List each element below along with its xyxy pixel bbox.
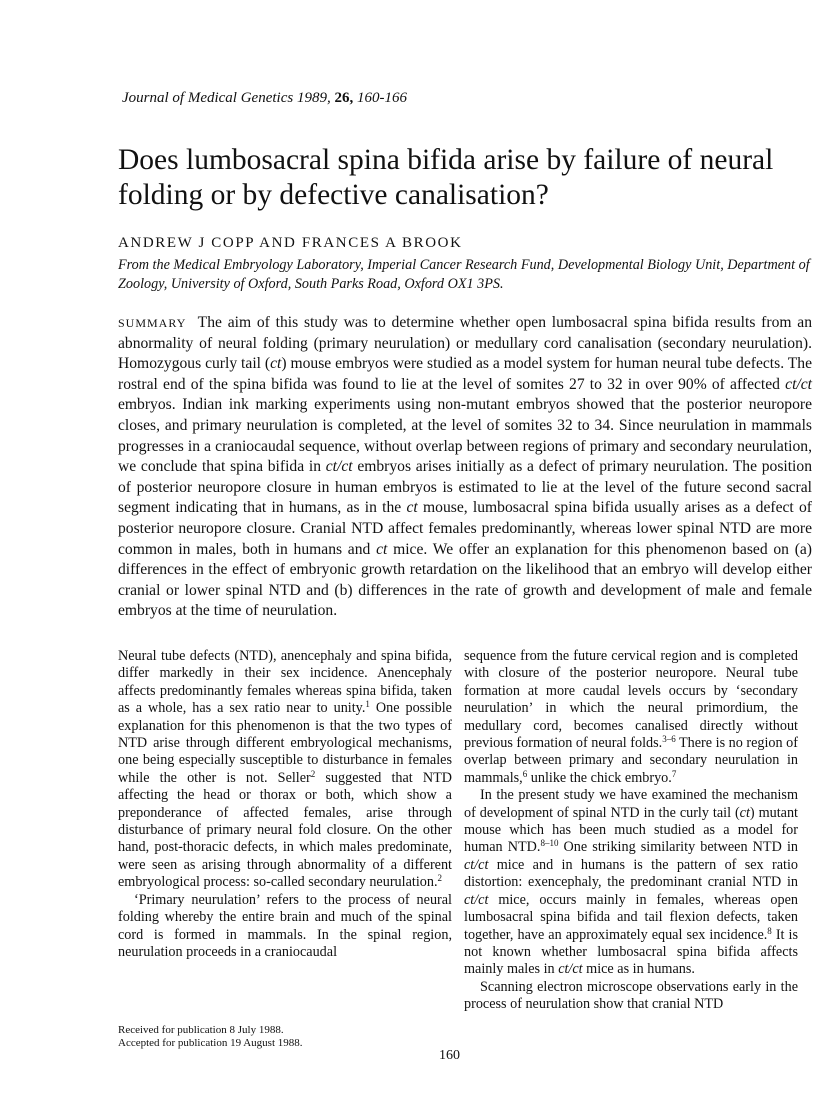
summary-text-5: mouse, lumbosacral spina bifida usually arises as a defect of posterior neuropore closure. Cranial NTD affect females predominantly, whereas lower spinal NTD are more common in males, both in humans and bbox=[118, 499, 812, 558]
accepted-date: Accepted for publication 19 August 1988. bbox=[118, 1037, 303, 1049]
body-text: mice and in humans is the pattern of sex ratio distortion: exencephaly, the predominant cranial NTD in bbox=[464, 856, 798, 891]
ctct-term: ct/ct bbox=[464, 856, 489, 873]
summary-text-1: The aim of this study was to determine whether open lumbosacral spina bifida results from an abnormality of neural folding (primary neurulation) or medullary cord canalisation (secondary neurulation). Homozygous curly tail ( bbox=[118, 314, 813, 373]
summary-text-2: ) mouse embryos were studied as a model system for human neural tube defects. The rostral end of the spina bifida was found to lie at the level of somites 27 to 32 in over 90% of affected bbox=[118, 355, 812, 393]
article-title: Does lumbosacral spina bifida arise by failure of neural folding or by defective canalisation? bbox=[118, 144, 774, 211]
ct-term: ct bbox=[739, 804, 750, 821]
reference-superscript: 7 bbox=[671, 768, 677, 779]
summary-ct-term: ct bbox=[406, 499, 418, 517]
body-text: There is no region of overlap between primary and secondary neurulation in mammals, bbox=[464, 735, 798, 786]
reference-superscript: 2 bbox=[310, 768, 316, 779]
body-text: One striking similarity between NTD in bbox=[558, 839, 798, 856]
body-text: mice, occurs mainly in females, whereas open lumbosacral spina bifida and tail flexion defects, taken together, have an approximately equal sex incidence. bbox=[464, 891, 798, 943]
body-column-right bbox=[464, 648, 798, 1014]
journal-header bbox=[122, 90, 407, 107]
body-text: ) mutant mouse which has been much studied as a model for human NTD. bbox=[464, 804, 798, 856]
body-paragraph bbox=[464, 648, 798, 787]
body-paragraph bbox=[118, 648, 452, 892]
reference-superscript: 8 bbox=[767, 925, 772, 936]
body-text: sequence from the future cervical region and is completed with closure of the posterior neuropore. Neural tube formation at more caudal levels occurs by ‘secondary neurulation’ in which the neural primordium, the medullary cord, becomes canalised directly without previous formation of neural folds. bbox=[464, 648, 798, 752]
body-paragraph: ‘Primary neurulation’ refers to the process of neural folding whereby the entire brain and much of the spinal cord is formed in mammals. In the spinal region, neurulation proceeds in a craniocaudal bbox=[118, 891, 452, 960]
body-text: In the present study we have examined the mechanism of development of spinal NTD in the curly tail ( bbox=[464, 787, 798, 821]
summary-ct-term: ct bbox=[376, 540, 388, 558]
summary-ctct-term: ct/ct bbox=[785, 375, 812, 393]
summary-label: SUMMARY bbox=[118, 316, 187, 330]
journal-name: Journal of Medical Genetics bbox=[122, 90, 294, 106]
reference-superscript: 8–10 bbox=[540, 838, 559, 849]
author-affiliation: From the Medical Embryology Laboratory, Imperial Cancer Research Fund, Developmental Biology Unit, Department of Zoology, University of Oxford, South Parks Road, Oxford OX1 3PS. bbox=[118, 257, 810, 292]
summary-text-4: embryos arises initially as a defect of primary neurulation. The position of posterior neuropore closure in human embryos is estimated to lie at the level of the future second sacral segment indicating that in humans, as in the bbox=[118, 458, 812, 517]
summary-abstract bbox=[118, 313, 812, 622]
publication-dates bbox=[118, 1024, 303, 1050]
ctct-term: ct/ct bbox=[558, 961, 583, 978]
summary-text-3: embryos. Indian ink marking experiments using non-mutant embryos showed that the posterior neuropore closes, and primary neurulation is completed, at the level of somites 32 to 34. Since neurulation in mammals progresses in a craniocaudal sequence, without overlap between regions of primary and secondary neurulation, we conclude that spina bifida in bbox=[118, 396, 812, 476]
body-paragraph bbox=[464, 787, 798, 978]
reference-superscript: 3–6 bbox=[662, 734, 676, 745]
summary-text-6: mice. We offer an explanation for this phenomenon based on (a) differences in the effect of embryonic growth retardation on the likelihood that an embryo will develop either cranial or lower spinal NTD and (b) differences in the rate of growth and development of male and female embryos at the time of neurulation. bbox=[118, 540, 813, 620]
body-column-left bbox=[118, 648, 452, 961]
journal-pages: 160-166 bbox=[356, 90, 407, 106]
received-date: Received for publication 8 July 1988. bbox=[118, 1024, 284, 1036]
reference-superscript: 2 bbox=[437, 873, 443, 884]
page-number: 160 bbox=[439, 1048, 460, 1063]
body-paragraph: Scanning electron microscope observations early in the process of neurulation show that cranial NTD bbox=[464, 978, 798, 1013]
reference-superscript: 1 bbox=[365, 699, 370, 710]
body-text: mice as in humans. bbox=[582, 961, 695, 978]
body-text: One possible explanation for this phenomenon is that the two types of NTD arise through different embryological mechanisms, one being especially susceptible to disturbance in females while the other is not. Seller bbox=[118, 700, 452, 786]
journal-volume: 26, bbox=[334, 90, 354, 106]
summary-ct-term: ct bbox=[270, 355, 282, 373]
reference-superscript: 6 bbox=[522, 768, 528, 779]
ctct-term: ct/ct bbox=[464, 891, 489, 908]
summary-ctct-term: ct/ct bbox=[325, 458, 353, 476]
body-text: It is not known whether lumbosacral spina bifida affects mainly males in bbox=[464, 926, 798, 978]
body-text: suggested that NTD affecting the head or thorax or both, which show a preponderance of affected females, arise through disturbance of primary neural fold closure. On the other hand, post-thoracic defects, in which males predominate, were seen as arising through abnormality of a different embryological process: so-called secondary neurulation. bbox=[118, 769, 452, 891]
body-text: unlike the chick embryo. bbox=[527, 769, 672, 786]
body-text: Neural tube defects (NTD), anencephaly and spina bifida, differ markedly in their sex incidence. Anencephaly affects predominantly females whereas spina bifida, taken as a whole, has a sex ratio near to unity. bbox=[118, 648, 452, 717]
journal-year: 1989, bbox=[296, 90, 331, 106]
article-authors: ANDREW J COPP AND FRANCES A BROOK bbox=[118, 235, 463, 251]
